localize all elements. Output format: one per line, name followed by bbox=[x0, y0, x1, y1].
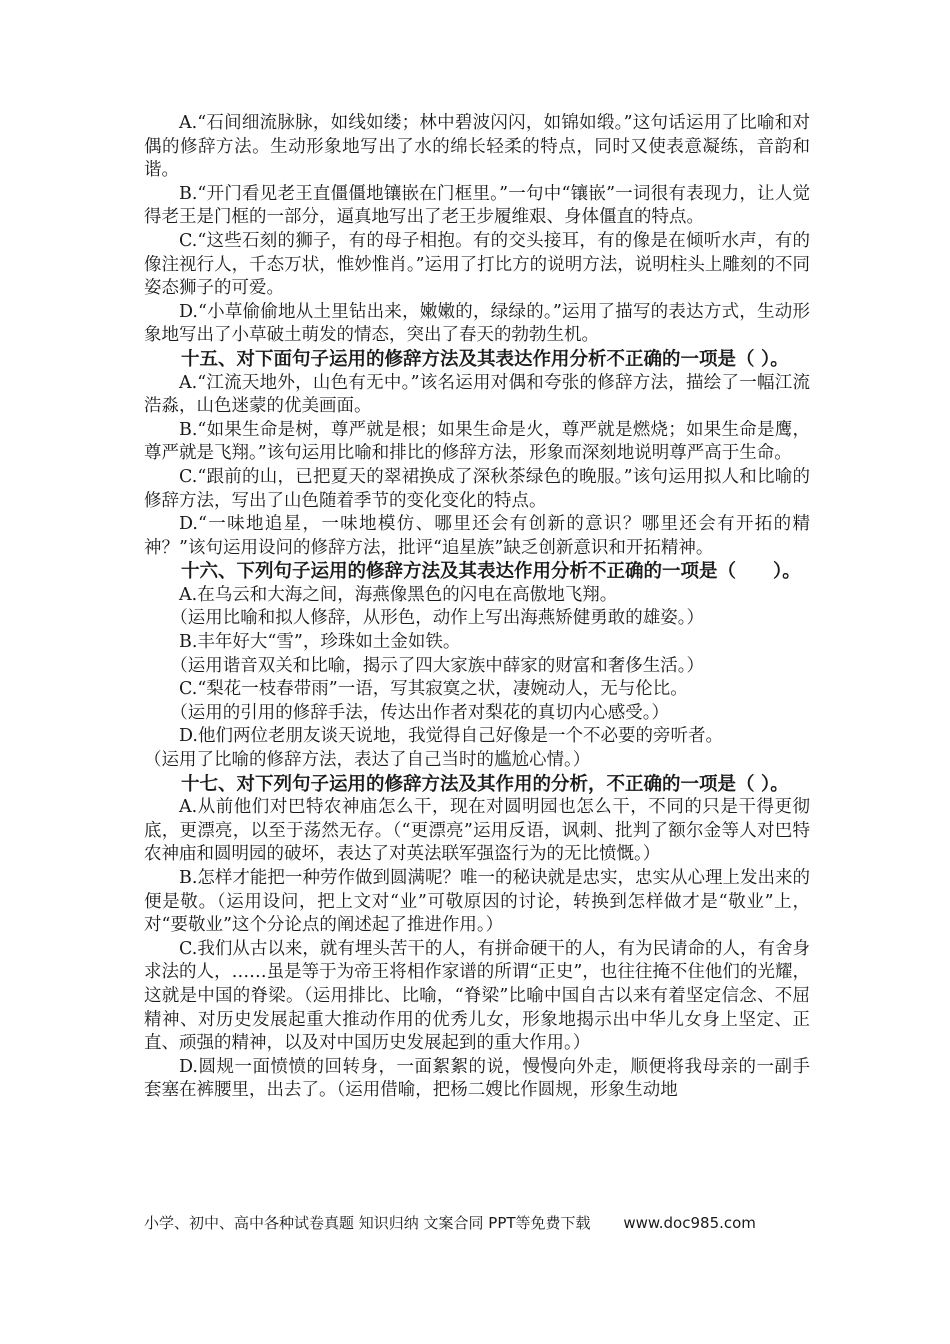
page-footer bbox=[144, 1212, 824, 1233]
q17-option-b: B.怎样才能把一种劳作做到圆满呢？唯一的秘诀就是忠实，忠实从心理上发出来的便是敬。（运用设问，把上文对“业”可敬原因的讨论，转换到怎样做才是“敬业”上，对“要敬业”这个分论点的阐述起了推进作用。） bbox=[144, 868, 810, 936]
document-body bbox=[144, 112, 810, 1103]
q16-option-d: D.他们两位老朋友谈天说地，我觉得自己好像是一个不必要的旁听者。 bbox=[179, 726, 723, 747]
q17-option-c: C.我们从古以来，就有埋头苦干的人，有拼命硬干的人，有为民请命的人，有舍身求法的人，……虽是等于为帝王将相作家谱的所谓“正史”，也往往掩不住他们的光耀，这就是中国的脊梁。（运用排比、比喻，“脊梁”比喻中国自古以来有着坚定信念、不屈精神、对历史发展起重大推动作用的优秀儿女，形象地揭示出中华儿女身上坚定、正直、顽强的精神，以及对中国历史发展起到的重大作用。） bbox=[144, 938, 810, 1054]
footer-text: 小学、初中、高中各种试卷真题 知识归纳 文案合同 PPT等免费下载 bbox=[144, 1214, 591, 1232]
q14-option-d: D.“小草偷偷地从土里钻出来，嫩嫩的，绿绿的。”运用了描写的表达方式，生动形象地写出了小草破土萌发的情态，突出了春天的勃勃生机。 bbox=[144, 301, 810, 346]
q16-option-c: C.“梨花一枝春带雨”一语，写其寂寞之状，凄婉动人，无与伦比。 bbox=[179, 679, 688, 700]
q15-option-b: B.“如果生命是树，尊严就是根；如果生命是火，尊严就是燃烧；如果生命是鹰，尊严就是飞翔。”该句运用比喻和排比的修辞方法，形象而深刻地说明尊严高于生命。 bbox=[144, 419, 810, 464]
q16-title: 十六、下列句子运用的修辞方法及其表达作用分析不正确的一项是（ ）。 bbox=[181, 561, 801, 583]
q16-option-d-note: （运用了比喻的修辞方法，表达了自己当时的尴尬心情。） bbox=[144, 750, 591, 771]
q14-option-a: A.“石间细流脉脉，如线如缕；林中碧波闪闪，如锦如缎。”这句话运用了比喻和对偶的修辞方法。生动形象地写出了水的绵长轻柔的特点，同时又使表意凝练，音韵和谐。 bbox=[144, 113, 810, 181]
q14-option-b: B.“开门看见老王直僵僵地镶嵌在门框里。”一句中“镶嵌”一词很有表现力，让人觉得老王是门框的一部分，逼真地写出了老王步履维艰、身体僵直的特点。 bbox=[144, 183, 810, 228]
q17-title: 十七、对下列句子运用的修辞方法及其作用的分析，不正确的一项是（ ）。 bbox=[181, 773, 789, 795]
q17-option-a: A.从前他们对巴特农神庙怎么干，现在对圆明园也怎么干，不同的只是干得更彻底，更漂亮，以至于荡然无存。（“更漂亮”运用反语，讽刺、批判了额尔金等人对巴特农神庙和圆明园的破坏，表达了对英法联军强盗行为的无比愤慨。） bbox=[144, 797, 810, 865]
q15-option-c: C.“跟前的山，已把夏天的翠裙换成了深秋茶绿色的晚服。”该句运用拟人和比喻的修辞方法，写出了山色随着季节的变化变化的特点。 bbox=[144, 466, 810, 511]
footer-site-link[interactable]: www.doc985.com bbox=[623, 1214, 756, 1232]
q15-title: 十五、对下面句子运用的修辞方法及其表达作用分析不正确的一项是（ ）。 bbox=[181, 348, 789, 370]
q16-option-a: A.在乌云和大海之间，海燕像黑色的闪电在高傲地飞翔。 bbox=[179, 584, 618, 605]
q17-option-d: D.圆规一面愤愤的回转身，一面絮絮的说，慢慢向外走，顺便将我母亲的一副手套塞在裤腰里，出去了。（运用借喻，把杨二嫂比作圆规，形象生动地 bbox=[144, 1056, 810, 1101]
q16-option-b-note: （运用谐音双关和比喻，揭示了四大家族中薛家的财富和奢侈生活。） bbox=[170, 655, 704, 676]
q15-option-d: D.“一味地追星，一味地模仿、哪里还会有创新的意识？哪里还会有开拓的精神？”该句运用设问的修辞方法，批评“追星族”缺乏创新意识和开拓精神。 bbox=[144, 514, 810, 558]
q14-option-c: C.“这些石刻的狮子，有的母子相抱。有的交头接耳，有的像是在倾听水声，有的像注视行人，千态万状，惟妙惟肖。”运用了打比方的说明方法，说明柱头上雕刻的不同姿态狮子的可爱。 bbox=[144, 230, 810, 299]
q15-option-a: A.“江流天地外，山色有无中。”该名运用对偶和夸张的修辞方法，描绘了一幅江流浩淼，山色迷蒙的优美画面。 bbox=[144, 372, 810, 417]
q16-option-a-note: （运用比喻和拟人修辞，从形色，动作上写出海燕矫健勇敢的雄姿。） bbox=[170, 608, 704, 629]
q16-option-b: B.丰年好大“雪”，珍珠如土金如铁。 bbox=[179, 632, 461, 653]
q16-option-c-note: （运用的引用的修辞手法，传达出作者对梨花的真切内心感受。） bbox=[170, 702, 669, 723]
